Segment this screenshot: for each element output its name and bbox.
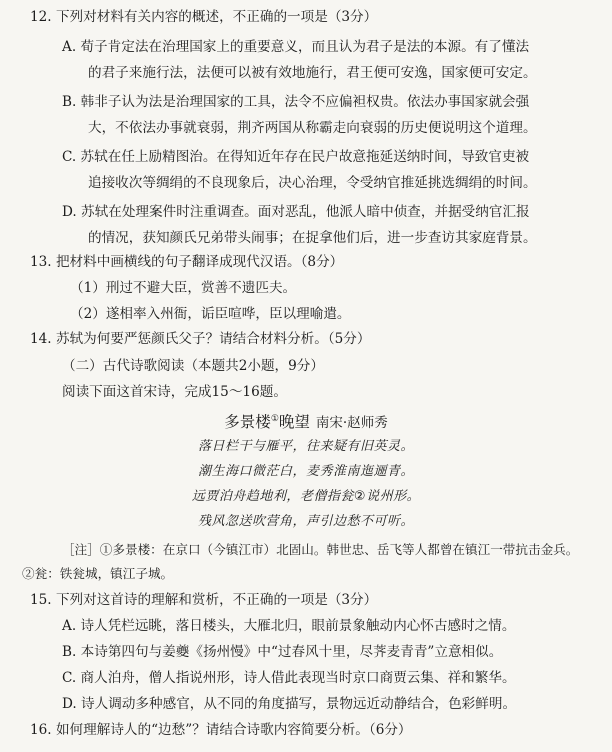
q12-option-a-line2: 的君子来施行法，法便可以被有效地施行，君王便可安逸，国家便可安定。	[88, 65, 537, 81]
poem-note-mark: ①	[270, 414, 279, 424]
q15-option-d: D. 诗人调动多种感官，从不同的角度描写，景物远近动静结合，色彩鲜明。	[62, 696, 517, 712]
q12-option-c-line2: 追接收次等绸绢的不良现象后，决心治理，令受纳官推延挑选绸绢的时间。	[88, 175, 537, 191]
q12-option-d-line1: D. 苏轼在处理案件时注重调查。面对恶乱，他派人暗中侦查，并据受纳官汇报	[62, 204, 530, 220]
section-heading: （二）古代诗歌阅读（本题共2小题，9分）	[62, 358, 324, 374]
q16-stem: 16. 如何理解诗人的“边愁”？请结合诗歌内容简要分析。（6分）	[30, 722, 412, 738]
poem-title-rest: 晚望	[278, 413, 310, 432]
q12-option-b-line2: 大，不依法办事就衰弱，荆齐两国从称霸走向衰弱的历史便说明这个道理。	[88, 120, 537, 136]
poem-author: 南宋·赵师秀	[315, 415, 388, 432]
q15-stem: 15. 下列对这首诗的理解和赏析，不正确的一项是（3分）	[30, 592, 378, 608]
q12-option-d-line2: 的情况，获知颜氏兄弟带头闹事；在捉拿他们后，进一步查访其家庭背景。	[88, 230, 537, 246]
q15-option-b: B. 本诗第四句与姜夔《扬州慢》中“过春风十里，尽荠麦青青”立意相似。	[62, 644, 503, 660]
note-line-2: ②瓮：铁瓮城，镇江子城。	[22, 566, 174, 581]
q14-stem: 14. 苏轼为何要严惩颜氏父子？请结合材料分析。（5分）	[30, 331, 371, 347]
poem-line-1: 落日栏干与雁平，往来疑有旧英灵。	[197, 439, 414, 454]
q13-stem: 13. 把材料中画横线的句子翻译成现代汉语。（8分）	[30, 254, 344, 270]
q12-option-c-line1: C. 苏轼在任上励精图治。在得知近年存在民户故意拖延送纳时间，导致官吏被	[62, 149, 530, 165]
poem-title	[0, 410, 612, 432]
q12-option-b-line1: B. 韩非子认为法是治理国家的工具，法令不应偏袒权贵。依法办事国家就会强	[62, 94, 530, 110]
q13-item-1: （1）刑过不避大臣，赏善不遗匹夫。	[70, 280, 297, 296]
poem-line-3: 远贾泊舟趋地利，老僧指瓮②说州形。	[191, 489, 421, 504]
poem-line-4: 残风忽送吹营角，声引边愁不可听。	[197, 514, 414, 529]
section-instruction: 阅读下面这首宋诗，完成15～16题。	[62, 384, 287, 400]
q12-option-a-line1: A. 荀子肯定法在治理国家上的重要意义，而且认为君子是法的本源。有了懂法	[62, 39, 530, 55]
q13-item-2: （2）遂相率入州衙，诟臣喧哗，臣以理喻遣。	[70, 306, 351, 322]
poem-title-main: 多景楼	[224, 413, 271, 432]
q15-option-c: C. 商人泊舟，僧人指说州形，诗人借此表现当时京口商贾云集、祥和繁华。	[62, 670, 516, 686]
note-line-1: ［注］①多景楼：在京口（今镇江市）北固山。韩世忠、岳飞等人都曾在镇江一带抗击金兵。	[62, 542, 579, 557]
poem-line-2: 潮生海口微茫白，麦秀淮南迤逦青。	[197, 464, 414, 479]
q15-option-a: A. 诗人凭栏远眺，落日楼头，大雁北归，眼前景象触动内心怀古感时之情。	[62, 618, 516, 634]
q12-stem: 12. 下列对材料有关内容的概述，不正确的一项是（3分）	[30, 9, 378, 25]
